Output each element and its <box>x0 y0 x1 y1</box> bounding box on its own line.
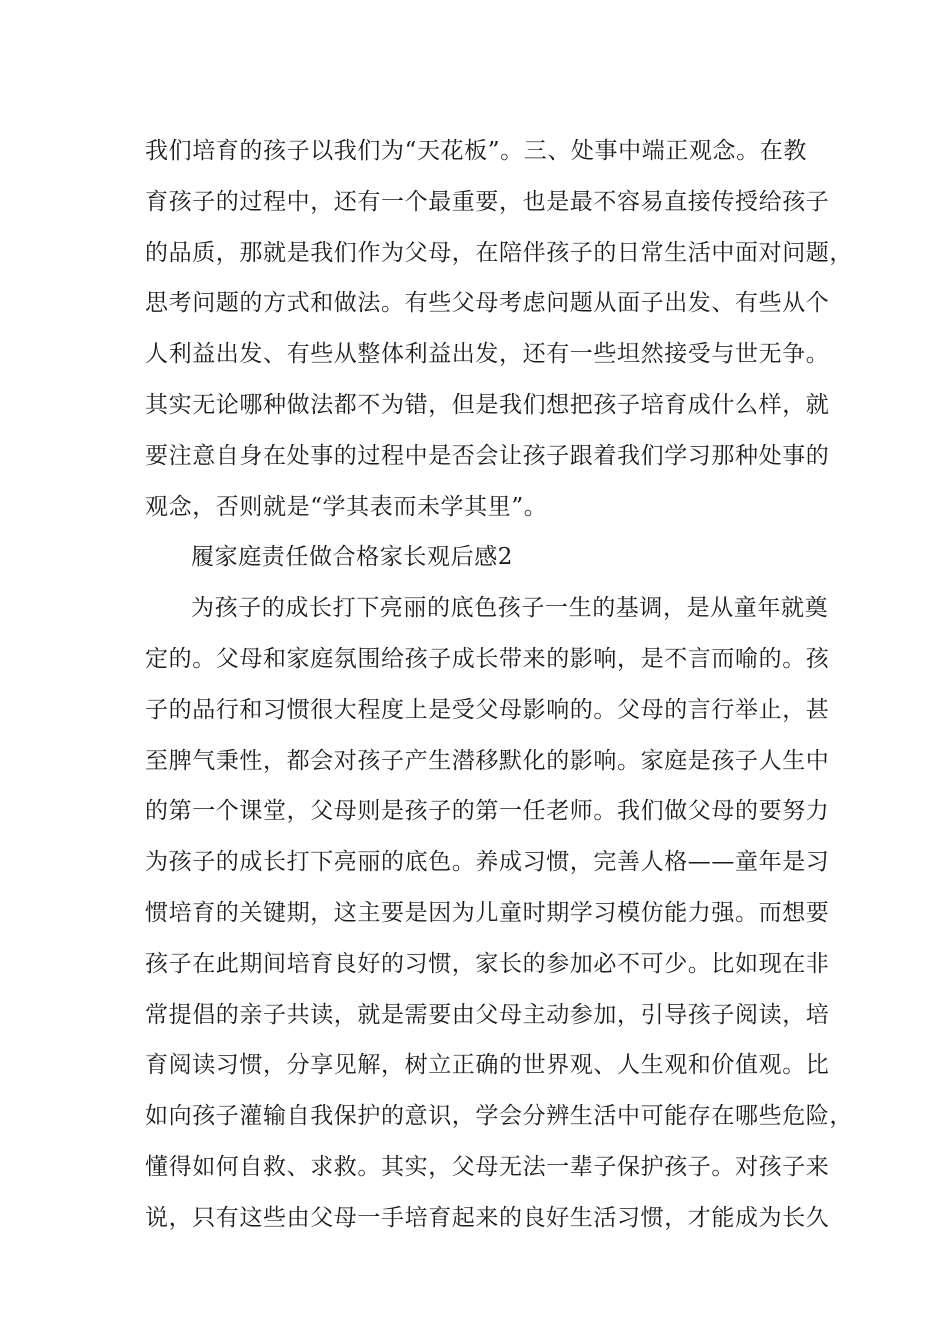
text-line: 说，只有这些由父母一手培育起来的良好生活习惯，才能成为长久 <box>145 1204 830 1231</box>
text-line: 定的。父母和家庭氛围给孩子成长带来的影响，是不言而喻的。孩 <box>145 645 830 672</box>
text-line: 惯培育的关键期，这主要是因为儿童时期学习模仿能力强。而想要 <box>145 899 830 926</box>
section-heading <box>145 532 825 583</box>
text-line: 为孩子的成长打下亮丽的底色孩子一生的基调，是从童年就奠 <box>191 595 829 622</box>
text-line: 观念，否则就是“学其表而未学其里”。 <box>145 493 548 520</box>
text-line: 子的品行和习惯很大程度上是受父母影响的。父母的言行举止，甚 <box>145 696 830 723</box>
text-line: 至脾气秉性，都会对孩子产生潜移默化的影响。家庭是孩子人生中 <box>145 747 830 774</box>
text-line: 育阅读习惯，分享见解，树立正确的世界观、人生观和价值观。比 <box>145 1052 830 1079</box>
document-body <box>145 126 853 1244</box>
text-line: 懂得如何自救、求救。其实，父母无法一辈子保护孩子。对孩子来 <box>145 1153 830 1180</box>
text-line: 如向孩子灌输自我保护的意识，学会分辨生活中可能存在哪些危险， <box>145 1103 853 1130</box>
text-line: 孩子在此期间培育良好的习惯，家长的参加必不可少。比如现在非 <box>145 950 830 977</box>
text-line: 为孩子的成长打下亮丽的底色。养成习惯，完善人格——童年是习 <box>145 849 830 876</box>
paragraph-body <box>145 583 853 1243</box>
text-line: 的第一个课堂，父母则是孩子的第一任老师。我们做父母的要努力 <box>145 798 830 825</box>
text-line: 我们培育的孩子以我们为“天花板”。三、处事中端正观念。在教 <box>145 138 807 164</box>
text-line: 常提倡的亲子共读，就是需要由父母主动参加，引导孩子阅读，培 <box>145 1001 830 1028</box>
text-line: 的品质，那就是我们作为父母，在陪伴孩子的日常生活中面对问题， <box>145 239 853 266</box>
text-line: 要注意自身在处事的过程中是否会让孩子跟着我们学习那种处事的 <box>145 442 830 469</box>
text-line: 人利益出发、有些从整体利益出发，还有一些坦然接受与世无争。 <box>145 341 830 368</box>
text-line: 育孩子的过程中，还有一个最重要，也是最不容易直接传授给孩子 <box>145 188 830 215</box>
paragraph-continuation <box>145 126 853 532</box>
section-title: 履家庭责任做合格家长观后感2 <box>191 544 514 571</box>
text-line: 其实无论哪种做法都不为错，但是我们想把孩子培育成什么样，就 <box>145 391 830 418</box>
text-line: 思考问题的方式和做法。有些父母考虑问题从面子出发、有些从个 <box>145 290 830 317</box>
